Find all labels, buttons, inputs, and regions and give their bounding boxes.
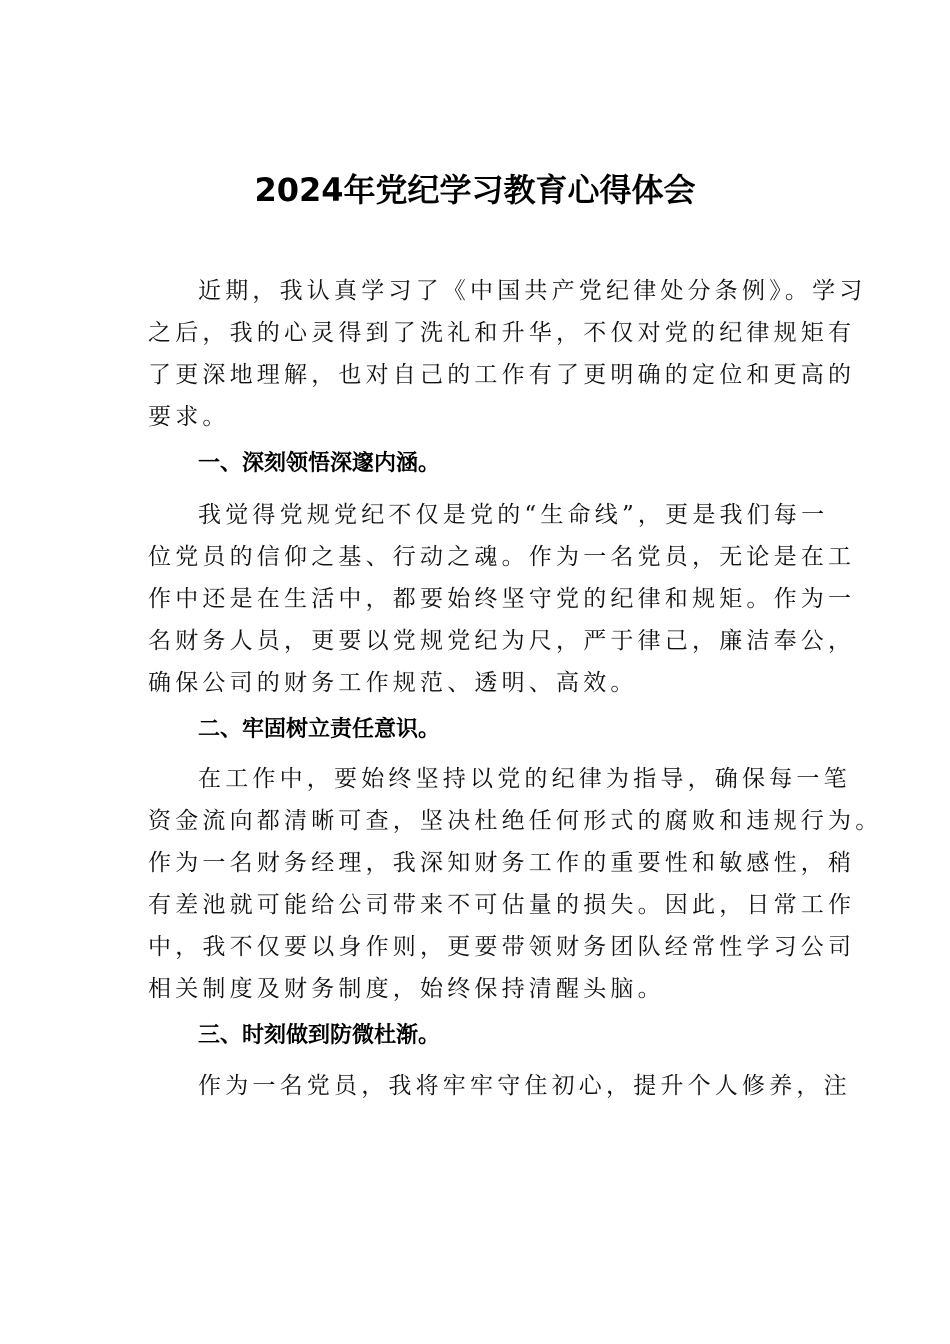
paragraph-line: 有差池就可能给公司带来不可估量的损失。因此，日常工作 <box>148 892 856 918</box>
paragraph-line: 确保公司的财务工作规范、透明、高效。 <box>148 670 638 696</box>
paragraph-line: 在工作中，要始终坚持以党的纪律为指导，确保每一笔 <box>198 766 851 792</box>
paragraph-line: 作中还是在生活中，都要始终坚守党的纪律和规矩。作为一 <box>148 586 856 612</box>
intro-paragraph <box>148 270 867 438</box>
section-heading-2: 二、牢固树立责任意识。 <box>198 717 441 742</box>
section-heading-3: 三、时刻做到防微杜渐。 <box>198 1023 441 1048</box>
paragraph-line: 要求。 <box>148 404 230 430</box>
paragraph-line: 名财务人员，更要以党规党纪为尺，严于律己，廉洁奉公， <box>148 628 856 654</box>
paragraph-line: 之后，我的心灵得到了洗礼和升华，不仅对党的纪律规矩有 <box>148 320 856 346</box>
paragraph-line: 作为一名党员，我将牢牢守住初心，提升个人修养，注 <box>198 1073 851 1099</box>
paragraph-line: 相关制度及财务制度，始终保持清醒头脑。 <box>148 976 665 1002</box>
paragraph-line: 作为一名财务经理，我深知财务工作的重要性和敏感性，稍 <box>148 850 856 876</box>
paragraph-line: 资金流向都清晰可查，坚决杜绝任何形式的腐败和违规行为。 <box>148 808 883 834</box>
section-heading-1: 一、深刻领悟深邃内涵。 <box>198 451 441 476</box>
section-1-paragraph <box>148 494 856 704</box>
paragraph-line: 中，我不仅要以身作则，更要带领财务团队经常性学习公司 <box>148 934 856 960</box>
section-2-paragraph <box>148 758 883 1010</box>
document-title: 2024年党纪学习教育心得体会 <box>254 171 696 209</box>
section-3-paragraph <box>148 1065 851 1107</box>
paragraph-line: 近期，我认真学习了《中国共产党纪律处分条例》。学习 <box>198 278 867 304</box>
paragraph-line: 我觉得党规党纪不仅是党的“生命线”，更是我们每一 <box>198 502 829 528</box>
paragraph-line: 位党员的信仰之基、行动之魂。作为一名党员，无论是在工 <box>148 544 856 570</box>
paragraph-line: 了更深地理解，也对自己的工作有了更明确的定位和更高的 <box>148 362 856 388</box>
